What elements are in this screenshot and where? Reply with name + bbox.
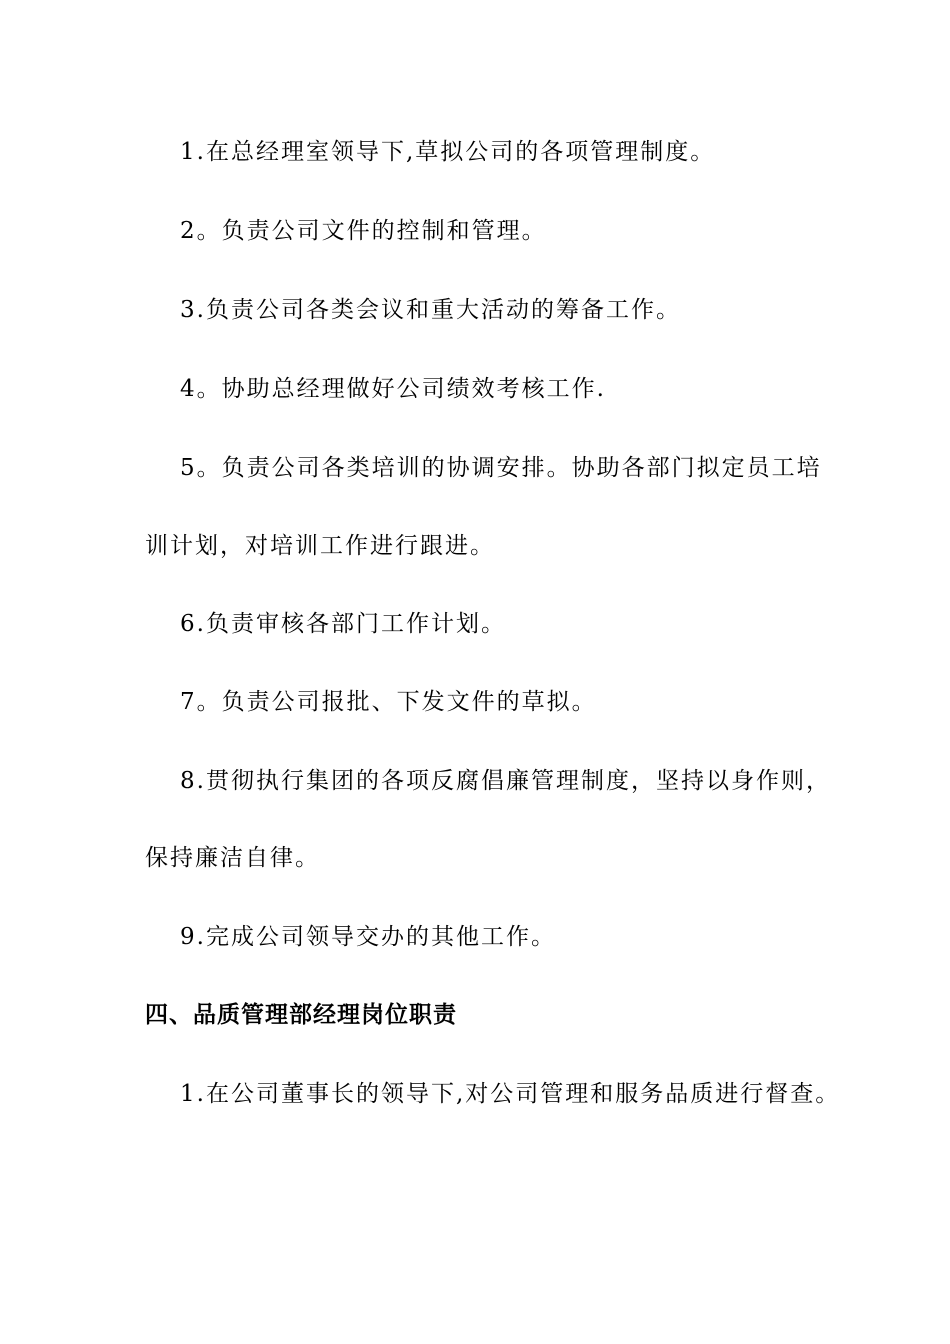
duty-item-9: 9.完成公司领导交办的其他工作。: [180, 924, 556, 950]
duty-item-2: 2。负责公司文件的控制和管理。: [180, 218, 547, 244]
duty-item-5-line-1: 5。负责公司各类培训的协调安排。协助各部门拟定员工培: [180, 455, 822, 481]
duty-item-3: 3.负责公司各类会议和重大活动的筹备工作。: [180, 297, 681, 323]
duty-item-4: 4。协助总经理做好公司绩效考核工作.: [180, 376, 606, 402]
duty-item-8-line-1: 8.贯彻执行集团的各项反腐倡廉管理制度，坚持以身作则，: [180, 768, 831, 794]
duty-item-7: 7。负责公司报批、下发文件的草拟。: [180, 689, 597, 715]
quality-duty-item-1: 1.在公司董事长的领导下,对公司管理和服务品质进行督查。: [180, 1081, 841, 1107]
duty-item-6: 6.负责审核各部门工作计划。: [180, 611, 506, 637]
section-heading: 四、品质管理部经理岗位职责: [145, 1002, 457, 1028]
duty-item-8-line-2: 保持廉洁自律。: [145, 845, 320, 871]
duty-item-1: 1.在总经理室领导下,草拟公司的各项管理制度。: [180, 139, 716, 165]
duty-item-5-line-2: 训计划，对培训工作进行跟进。: [145, 533, 495, 559]
